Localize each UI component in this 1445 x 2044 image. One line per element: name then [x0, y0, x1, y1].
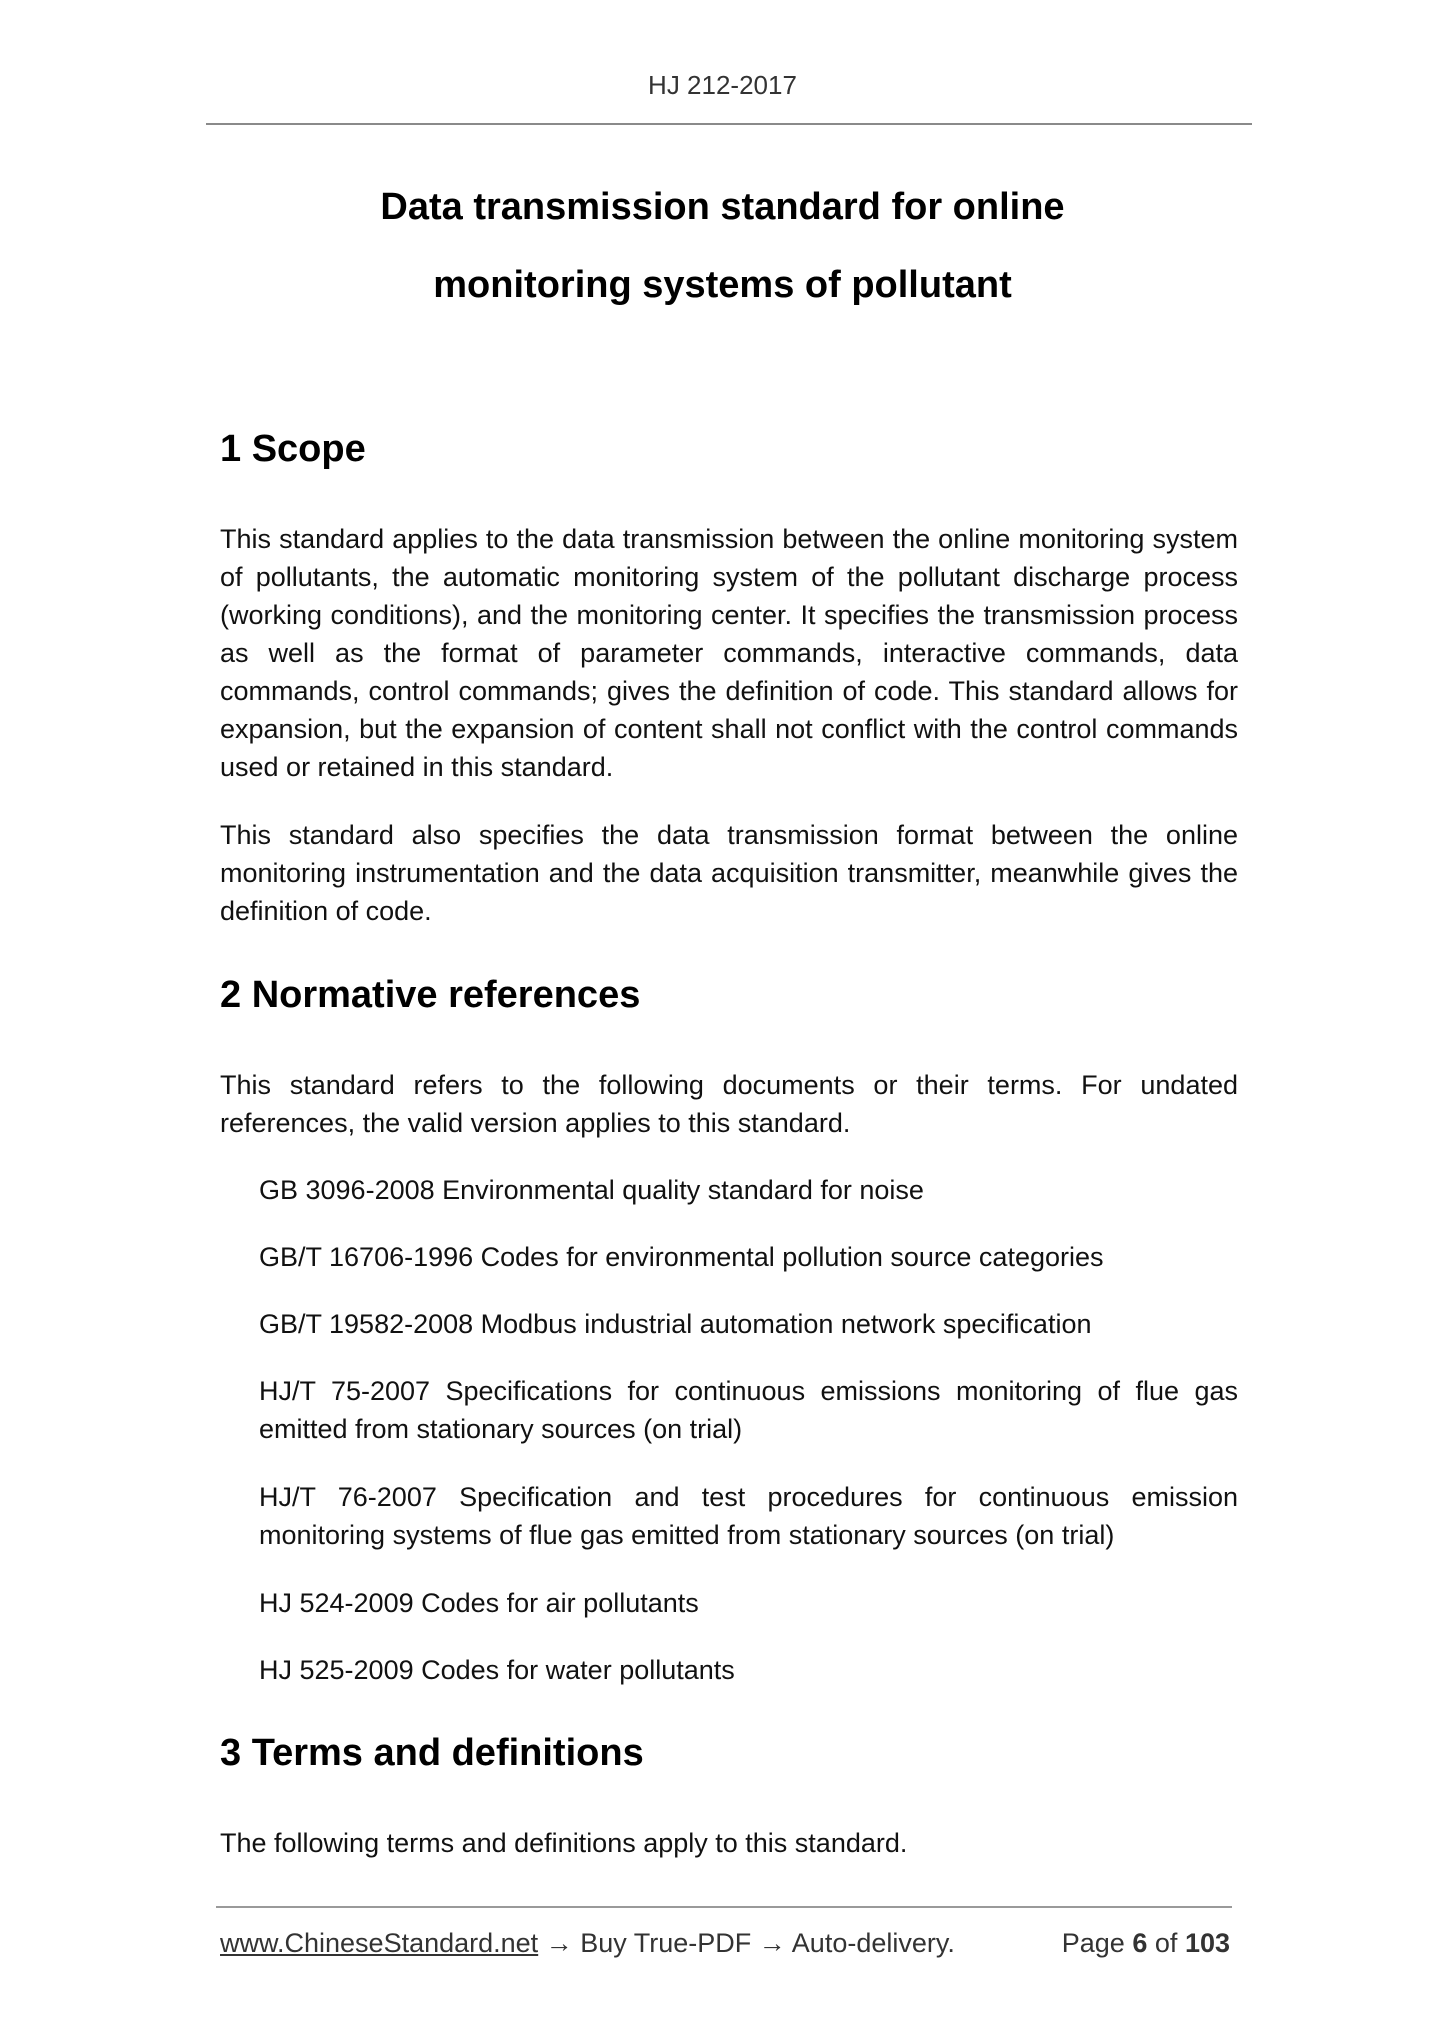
section-heading-scope: 1 Scope	[220, 428, 366, 470]
total-pages-number: 103	[1184, 1928, 1230, 1958]
reference-item: GB/T 16706-1996 Codes for environmental pollution source categories	[259, 1242, 1104, 1272]
terms-intro: The following terms and definitions apply to this standard.	[220, 1828, 908, 1858]
title-line-1: Data transmission standard for online	[380, 186, 1065, 228]
reference-item: HJ/T 76-2007 Specification and test procedures for continuous emission monitoring systems of flue gas emitted from stationary sources (on trial)	[259, 1482, 1238, 1550]
page-indicator	[1062, 1928, 1230, 1959]
footer-rule	[216, 1906, 1232, 1908]
references-intro: This standard refers to the following documents or their terms. For undated references, the valid version applies to this standard.	[220, 1070, 1238, 1138]
footer-left	[220, 1928, 955, 1959]
reference-item: GB/T 19582-2008 Modbus industrial automation network specification	[259, 1309, 1092, 1339]
page-label: Page	[1061, 1928, 1125, 1958]
delivery-text: Auto-delivery.	[791, 1928, 955, 1958]
of-label: of	[1154, 1928, 1178, 1958]
reference-item: GB 3096-2008 Environmental quality standard for noise	[259, 1175, 924, 1205]
arrow-right-icon: →	[758, 1928, 786, 1958]
document-title	[0, 168, 1445, 324]
running-header: HJ 212-2017	[648, 70, 797, 100]
section-heading-terms-definitions: 3 Terms and definitions	[220, 1732, 644, 1774]
reference-item: HJ 524-2009 Codes for air pollutants	[259, 1588, 699, 1618]
section-heading-normative-references: 2 Normative references	[220, 974, 641, 1016]
current-page-number: 6	[1132, 1928, 1148, 1958]
website-link[interactable]: www.ChineseStandard.net	[220, 1928, 539, 1958]
title-line-2: monitoring systems of pollutant	[433, 264, 1012, 306]
scope-paragraph-1: This standard applies to the data transmission between the online monitoring system of pollutants, the automatic monitoring system of the pollutant discharge process (working conditions), and the monitoring center. It specifies the transmission process as well as the format of parameter commands, interactive commands, data commands, control commands; gives the definition of code. This standard allows for expansion, but the expansion of content shall not conflict with the control commands used or retained in this standard.	[220, 524, 1238, 782]
scope-paragraph-2: This standard also specifies the data transmission format between the online monitoring instrumentation and the data acquisition transmitter, meanwhile gives the definition of code.	[220, 820, 1238, 926]
reference-item: HJ 525-2009 Codes for water pollutants	[259, 1655, 735, 1685]
arrow-right-icon: →	[545, 1928, 573, 1958]
header-rule	[206, 123, 1252, 125]
buy-text: Buy True-PDF	[580, 1928, 752, 1958]
reference-item: HJ/T 75-2007 Specifications for continuous emissions monitoring of flue gas emitted from stationary sources (on trial)	[259, 1376, 1238, 1444]
